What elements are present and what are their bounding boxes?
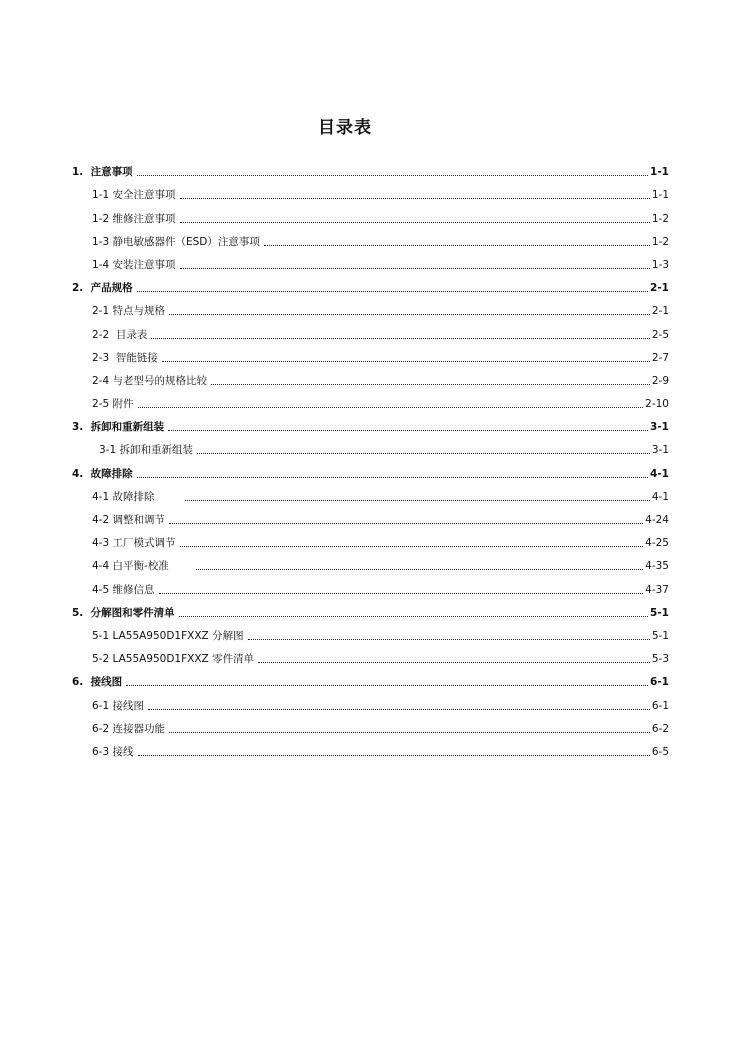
toc-page-number: 3-1 [651, 444, 669, 457]
toc-entry-label: 6-2 连接器功能 [92, 722, 165, 735]
toc-page-number: 1-3 [651, 258, 669, 271]
toc-page-number: 2-7 [651, 351, 669, 364]
toc-page-number: 2-10 [645, 398, 669, 411]
toc-page-number: 5-3 [651, 653, 669, 666]
toc-dot-leader [258, 662, 650, 663]
toc-entry-label: 1-2 维修注意事项 [92, 212, 176, 225]
toc-page-number: 2-1 [651, 305, 669, 318]
toc-entry-label: 4-4 白平衡-校准 [92, 560, 193, 573]
toc-entry-label: 2. 产品规格 [72, 282, 133, 295]
toc-entry-label: 4-3 工厂模式调节 [92, 537, 176, 550]
toc-entry-label: 2-1 特点与规格 [92, 305, 165, 318]
toc-section-entry[interactable] [72, 550, 669, 573]
toc-dot-leader [180, 546, 644, 547]
toc-entry-label: 4-2 调整和调节 [92, 514, 165, 526]
toc-entry-label: 5. 分解图和零件清单 [72, 606, 175, 619]
toc-entry-label: 5-2 LA55A950D1FXXZ 零件清单 [92, 653, 255, 666]
toc-section-entry[interactable] [72, 736, 669, 759]
toc-dot-leader [179, 616, 648, 617]
toc-dot-leader [137, 175, 648, 176]
toc-section-entry[interactable] [72, 249, 669, 272]
toc-dot-leader [180, 222, 650, 223]
toc-section-entry[interactable] [72, 202, 669, 225]
toc-chapter-entry[interactable] [72, 411, 669, 434]
toc-entry-label: 2-3 智能链接 [92, 351, 158, 364]
toc-section-entry[interactable] [72, 689, 669, 712]
toc-entry-label: 3. 拆卸和重新组装 [72, 421, 165, 434]
toc-entry-label: 6-1 接线图 [92, 699, 144, 712]
toc-entry-label: 4-1 故障排除 [92, 490, 182, 503]
toc-section-entry[interactable] [72, 226, 669, 249]
toc-section-entry[interactable] [72, 342, 669, 365]
toc-page-number: 1-1 [651, 189, 669, 202]
toc-page-number: 3-1 [650, 421, 669, 434]
toc-chapter-entry[interactable] [72, 272, 669, 295]
toc-entry-label: 6. 接线图 [72, 676, 123, 689]
toc-page-number: 6-5 [651, 745, 669, 758]
toc-chapter-entry[interactable] [72, 597, 669, 620]
toc-dot-leader [137, 477, 648, 478]
toc-dot-leader [185, 500, 650, 501]
toc-page-number: 4-24 [645, 514, 669, 526]
toc-section-entry[interactable] [72, 713, 669, 736]
toc-page-number: 4-25 [645, 537, 669, 550]
toc-section-entry[interactable] [72, 365, 669, 388]
toc-section-entry[interactable] [72, 318, 669, 341]
toc-section-entry[interactable] [72, 643, 669, 666]
toc-dot-leader [148, 709, 650, 710]
toc-section-entry[interactable] [72, 504, 669, 527]
toc-page-number: 5-1 [651, 629, 669, 642]
toc-entry-label: 3-1 拆卸和重新组装 [99, 444, 193, 457]
toc-entry-label: 1-3 静电敏感器件（ESD）注意事项 [92, 235, 260, 248]
page-title: 目录表 [318, 118, 372, 138]
toc-page-number: 6-1 [651, 699, 669, 712]
toc-section-entry[interactable] [72, 620, 669, 643]
toc-dot-leader [197, 453, 650, 454]
toc-dot-leader [248, 639, 650, 640]
toc-page-number: 2-1 [650, 282, 669, 295]
toc-dot-leader [264, 245, 650, 246]
toc-entry-label: 2-2 目录表 [92, 328, 148, 341]
toc-dot-leader [211, 384, 650, 385]
toc-dot-leader [159, 593, 644, 594]
toc-dot-leader [169, 732, 650, 733]
toc-dot-leader [168, 430, 648, 431]
toc-dot-leader [196, 569, 643, 570]
toc-page-number: 1-1 [650, 166, 669, 179]
toc-dot-leader [180, 268, 650, 269]
toc-page-number: 1-2 [651, 212, 669, 225]
table-of-contents [72, 156, 669, 759]
toc-page-number: 4-1 [650, 467, 669, 480]
toc-dot-leader [138, 755, 650, 756]
toc-entry-label: 1-4 安装注意事项 [92, 258, 176, 271]
toc-page-number: 4-37 [645, 583, 669, 596]
toc-dot-leader [180, 198, 650, 199]
toc-entry-label: 1. 注意事项 [72, 166, 133, 179]
toc-section-entry[interactable] [72, 481, 669, 504]
toc-dot-leader [151, 338, 650, 339]
toc-section-entry[interactable] [72, 388, 669, 411]
toc-dot-leader [169, 314, 650, 315]
toc-page-number: 5-1 [650, 606, 669, 619]
toc-entry-label: 4-5 维修信息 [92, 583, 155, 596]
toc-dot-leader [126, 685, 648, 686]
toc-dot-leader [137, 291, 648, 292]
toc-entry-label: 2-5 附件 [92, 398, 134, 411]
toc-entry-label: 6-3 接线 [92, 745, 134, 758]
toc-section-entry[interactable] [72, 179, 669, 202]
toc-page-number: 4-35 [645, 560, 669, 573]
toc-entry-label: 2-4 与老型号的规格比较 [92, 374, 207, 387]
toc-dot-leader [169, 523, 643, 524]
toc-page-number: 4-1 [651, 490, 669, 503]
toc-chapter-entry[interactable] [72, 457, 669, 480]
toc-chapter-entry[interactable] [72, 666, 669, 689]
toc-page-number: 2-5 [651, 328, 669, 341]
toc-dot-leader [162, 361, 650, 362]
toc-entry-label: 1-1 安全注意事项 [92, 189, 176, 202]
toc-entry-label: 4. 故障排除 [72, 467, 133, 480]
toc-page-number: 1-2 [651, 235, 669, 248]
toc-section-entry[interactable] [72, 295, 669, 318]
toc-chapter-entry[interactable] [72, 156, 669, 179]
toc-section-entry[interactable] [72, 527, 669, 550]
toc-dot-leader [138, 407, 644, 408]
toc-section-entry[interactable] [72, 573, 669, 596]
toc-page-number: 2-9 [651, 374, 669, 387]
toc-section-entry[interactable] [72, 434, 669, 457]
toc-page-number: 6-2 [651, 722, 669, 735]
toc-page-number: 6-1 [650, 676, 669, 689]
toc-entry-label: 5-1 LA55A950D1FXXZ 分解图 [92, 629, 244, 642]
